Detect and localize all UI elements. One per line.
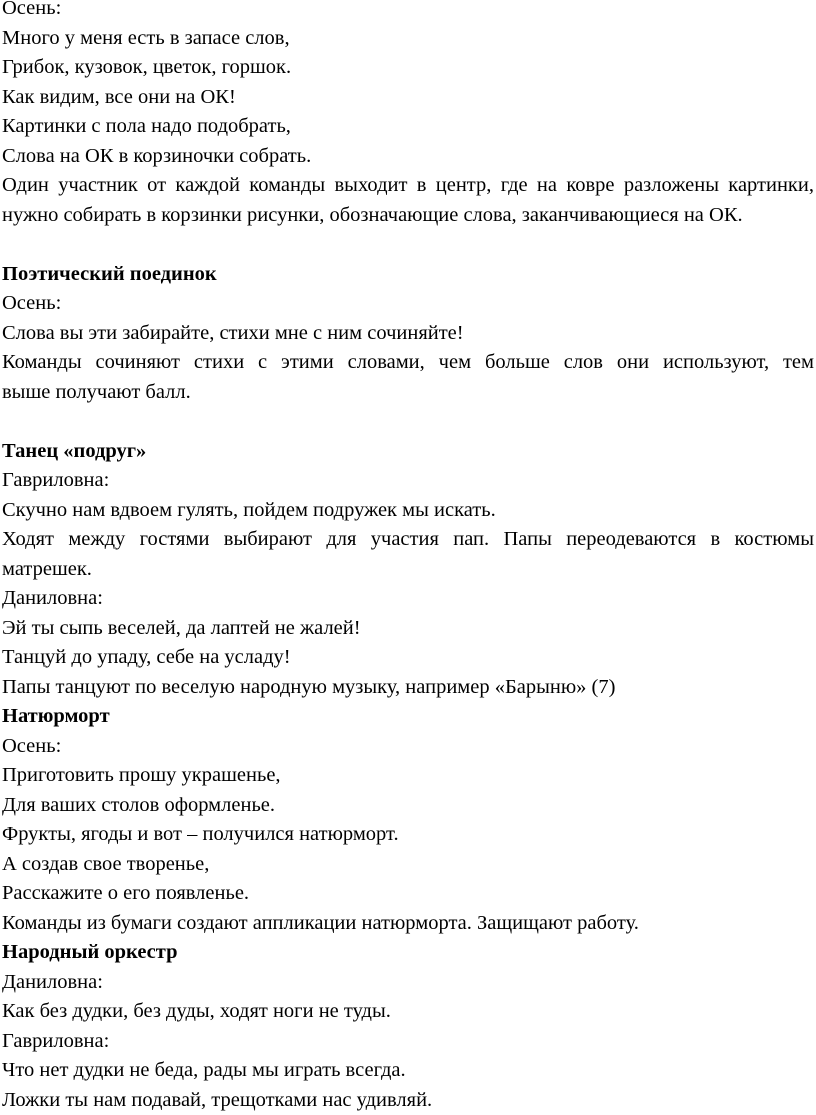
verse-line: Эй ты сыпь веселей, да лаптей не жалей! [2, 614, 814, 644]
speaker-label: Даниловна: [2, 584, 814, 614]
paragraph-line: выше получают балл. [2, 378, 814, 408]
verse-line: Ложки ты нам подавай, трещотками нас удивляй. [2, 1086, 814, 1115]
speaker-label: Осень: [2, 0, 814, 24]
paragraph-line: Команды сочиняют стихи с этими словами, чем больше слов они используют, тем [2, 348, 814, 378]
verse-line: Фрукты, ягоды и вот – получился натюрморт. [2, 820, 814, 850]
speaker-label: Гавриловна: [2, 1027, 814, 1057]
section-heading: Народный оркестр [2, 938, 814, 968]
paragraph-line: Ходят между гостями выбирают для участия пап. Папы переодеваются в костюмы [2, 525, 814, 555]
blank-line [2, 230, 814, 260]
section-heading: Поэтический поединок [2, 260, 814, 290]
paragraph-line: Команды из бумаги создают аппликации натюрморта. Защищают работу. [2, 909, 814, 939]
speaker-label: Осень: [2, 289, 814, 319]
verse-line: Приготовить прошу украшенье, [2, 761, 814, 791]
verse-line: Танцуй до упаду, себе на усладу! [2, 643, 814, 673]
speaker-label: Даниловна: [2, 968, 814, 998]
paragraph-line: Один участник от каждой команды выходит в центр, где на ковре разложены картинки, [2, 171, 814, 201]
paragraph-line: нужно собирать в корзинки рисунки, обозначающие слова, заканчивающиеся на ОК. [2, 201, 814, 231]
verse-line: А создав свое творенье, [2, 850, 814, 880]
verse-line: Слова на ОК в корзиночки собрать. [2, 142, 814, 172]
verse-line: Слова вы эти забирайте, стихи мне с ним сочиняйте! [2, 319, 814, 349]
blank-line [2, 407, 814, 437]
verse-line: Грибок, кузовок, цветок, горшок. [2, 53, 814, 83]
speaker-label: Гавриловна: [2, 466, 814, 496]
verse-line: Скучно нам вдвоем гулять, пойдем подружек мы искать. [2, 496, 814, 526]
paragraph-line: Папы танцуют по веселую народную музыку, например «Барыню» (7) [2, 673, 814, 703]
speaker-label: Осень: [2, 732, 814, 762]
verse-line: Картинки с пола надо подобрать, [2, 112, 814, 142]
verse-line: Для ваших столов оформленье. [2, 791, 814, 821]
verse-line: Много у меня есть в запасе слов, [2, 24, 814, 54]
verse-line: Как видим, все они на ОК! [2, 83, 814, 113]
verse-line: Что нет дудки не беда, рады мы играть всегда. [2, 1056, 814, 1086]
section-heading: Натюрморт [2, 702, 814, 732]
verse-line: Расскажите о его появленье. [2, 879, 814, 909]
section-heading: Танец «подруг» [2, 437, 814, 467]
paragraph-line: матрешек. [2, 555, 814, 585]
verse-line: Как без дудки, без дуды, ходят ноги не туды. [2, 997, 814, 1027]
